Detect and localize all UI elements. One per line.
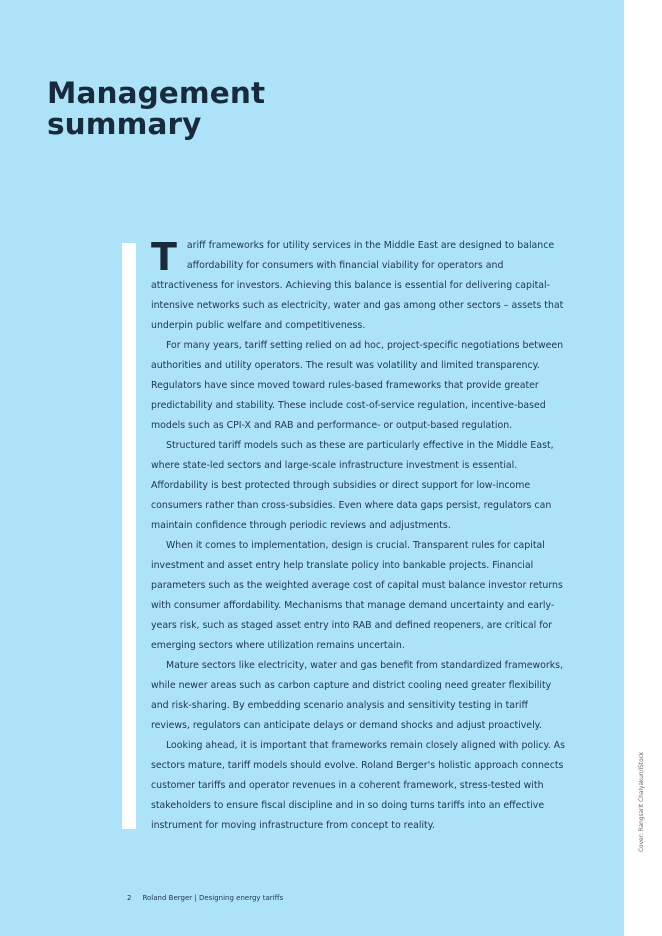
summary-body <box>151 236 567 836</box>
page-number: 2 <box>127 894 132 902</box>
page-footer <box>127 894 283 902</box>
accent-bar <box>122 243 136 829</box>
title-line-2: summary <box>47 107 202 141</box>
drop-cap: T <box>151 235 177 279</box>
paragraph-4: When it comes to implementation, design is crucial. Transparent rules for capital investment and asset entry help translate policy into bankable projects. Financial parameters such as the weighted average cost of capital must balance investor returns with consumer affordability. Mechanisms that manage demand uncertainty and early-years risk, such as staged asset entry into RAB and defined reopeners, are critical for emerging sectors where utilization remains uncertain. <box>151 540 563 651</box>
footer-text: Roland Berger | Designing energy tariffs <box>142 894 284 902</box>
title-line-1: Management <box>47 76 266 110</box>
paragraph-1 <box>151 236 567 336</box>
page-title <box>47 78 265 140</box>
photo-credit: Cover: Rangsarit Chalyakun/iStock <box>639 751 645 852</box>
paragraph-6: Looking ahead, it is important that frameworks remain closely aligned with policy. As sectors mature, tariff models should evolve. Roland Berger's holistic approach connects customer tariffs and operator revenues in a coherent framework, stress-tested with stakeholders to ensure fiscal discipline and in so doing turns tariffs into an effective instrument for moving infrastructure from concept to reality. <box>151 740 565 831</box>
paragraph-3: Structured tariff models such as these are particularly effective in the Middle East, where state-led sectors and large-scale infrastructure investment is essential. Affordability is best protected through subsidies or direct support for low-income consumers rather than cross-subsidies. Even where data gaps persist, regulators can maintain confidence through periodic reviews and adjustments. <box>151 440 554 531</box>
paragraph-1-text: ariff frameworks for utility services in the Middle East are designed to balance affordability for consumers with financial viability for operators and attractiveness for investors. Achieving this balance is essential for delivering capital-intensive networks such as electricity, water and gas among other sectors – assets that underpin public welfare and competitiveness. <box>151 240 564 331</box>
paragraph-2: For many years, tariff setting relied on ad hoc, project-specific negotiations between authorities and utility operators. The result was volatility and limited transparency. Regulators have since moved toward rules-based frameworks that provide greater predictability and stability. These include cost-of-service regulation, incentive-based models such as CPI-X and RAB and performance- or output-based regulation. <box>151 340 564 431</box>
paragraph-5: Mature sectors like electricity, water and gas benefit from standardized frameworks, while newer areas such as carbon capture and district cooling need greater flexibility and risk-sharing. By embedding scenario analysis and sensitivity testing in tariff reviews, regulators can anticipate delays or demand shocks and adjust proactively. <box>151 660 564 731</box>
